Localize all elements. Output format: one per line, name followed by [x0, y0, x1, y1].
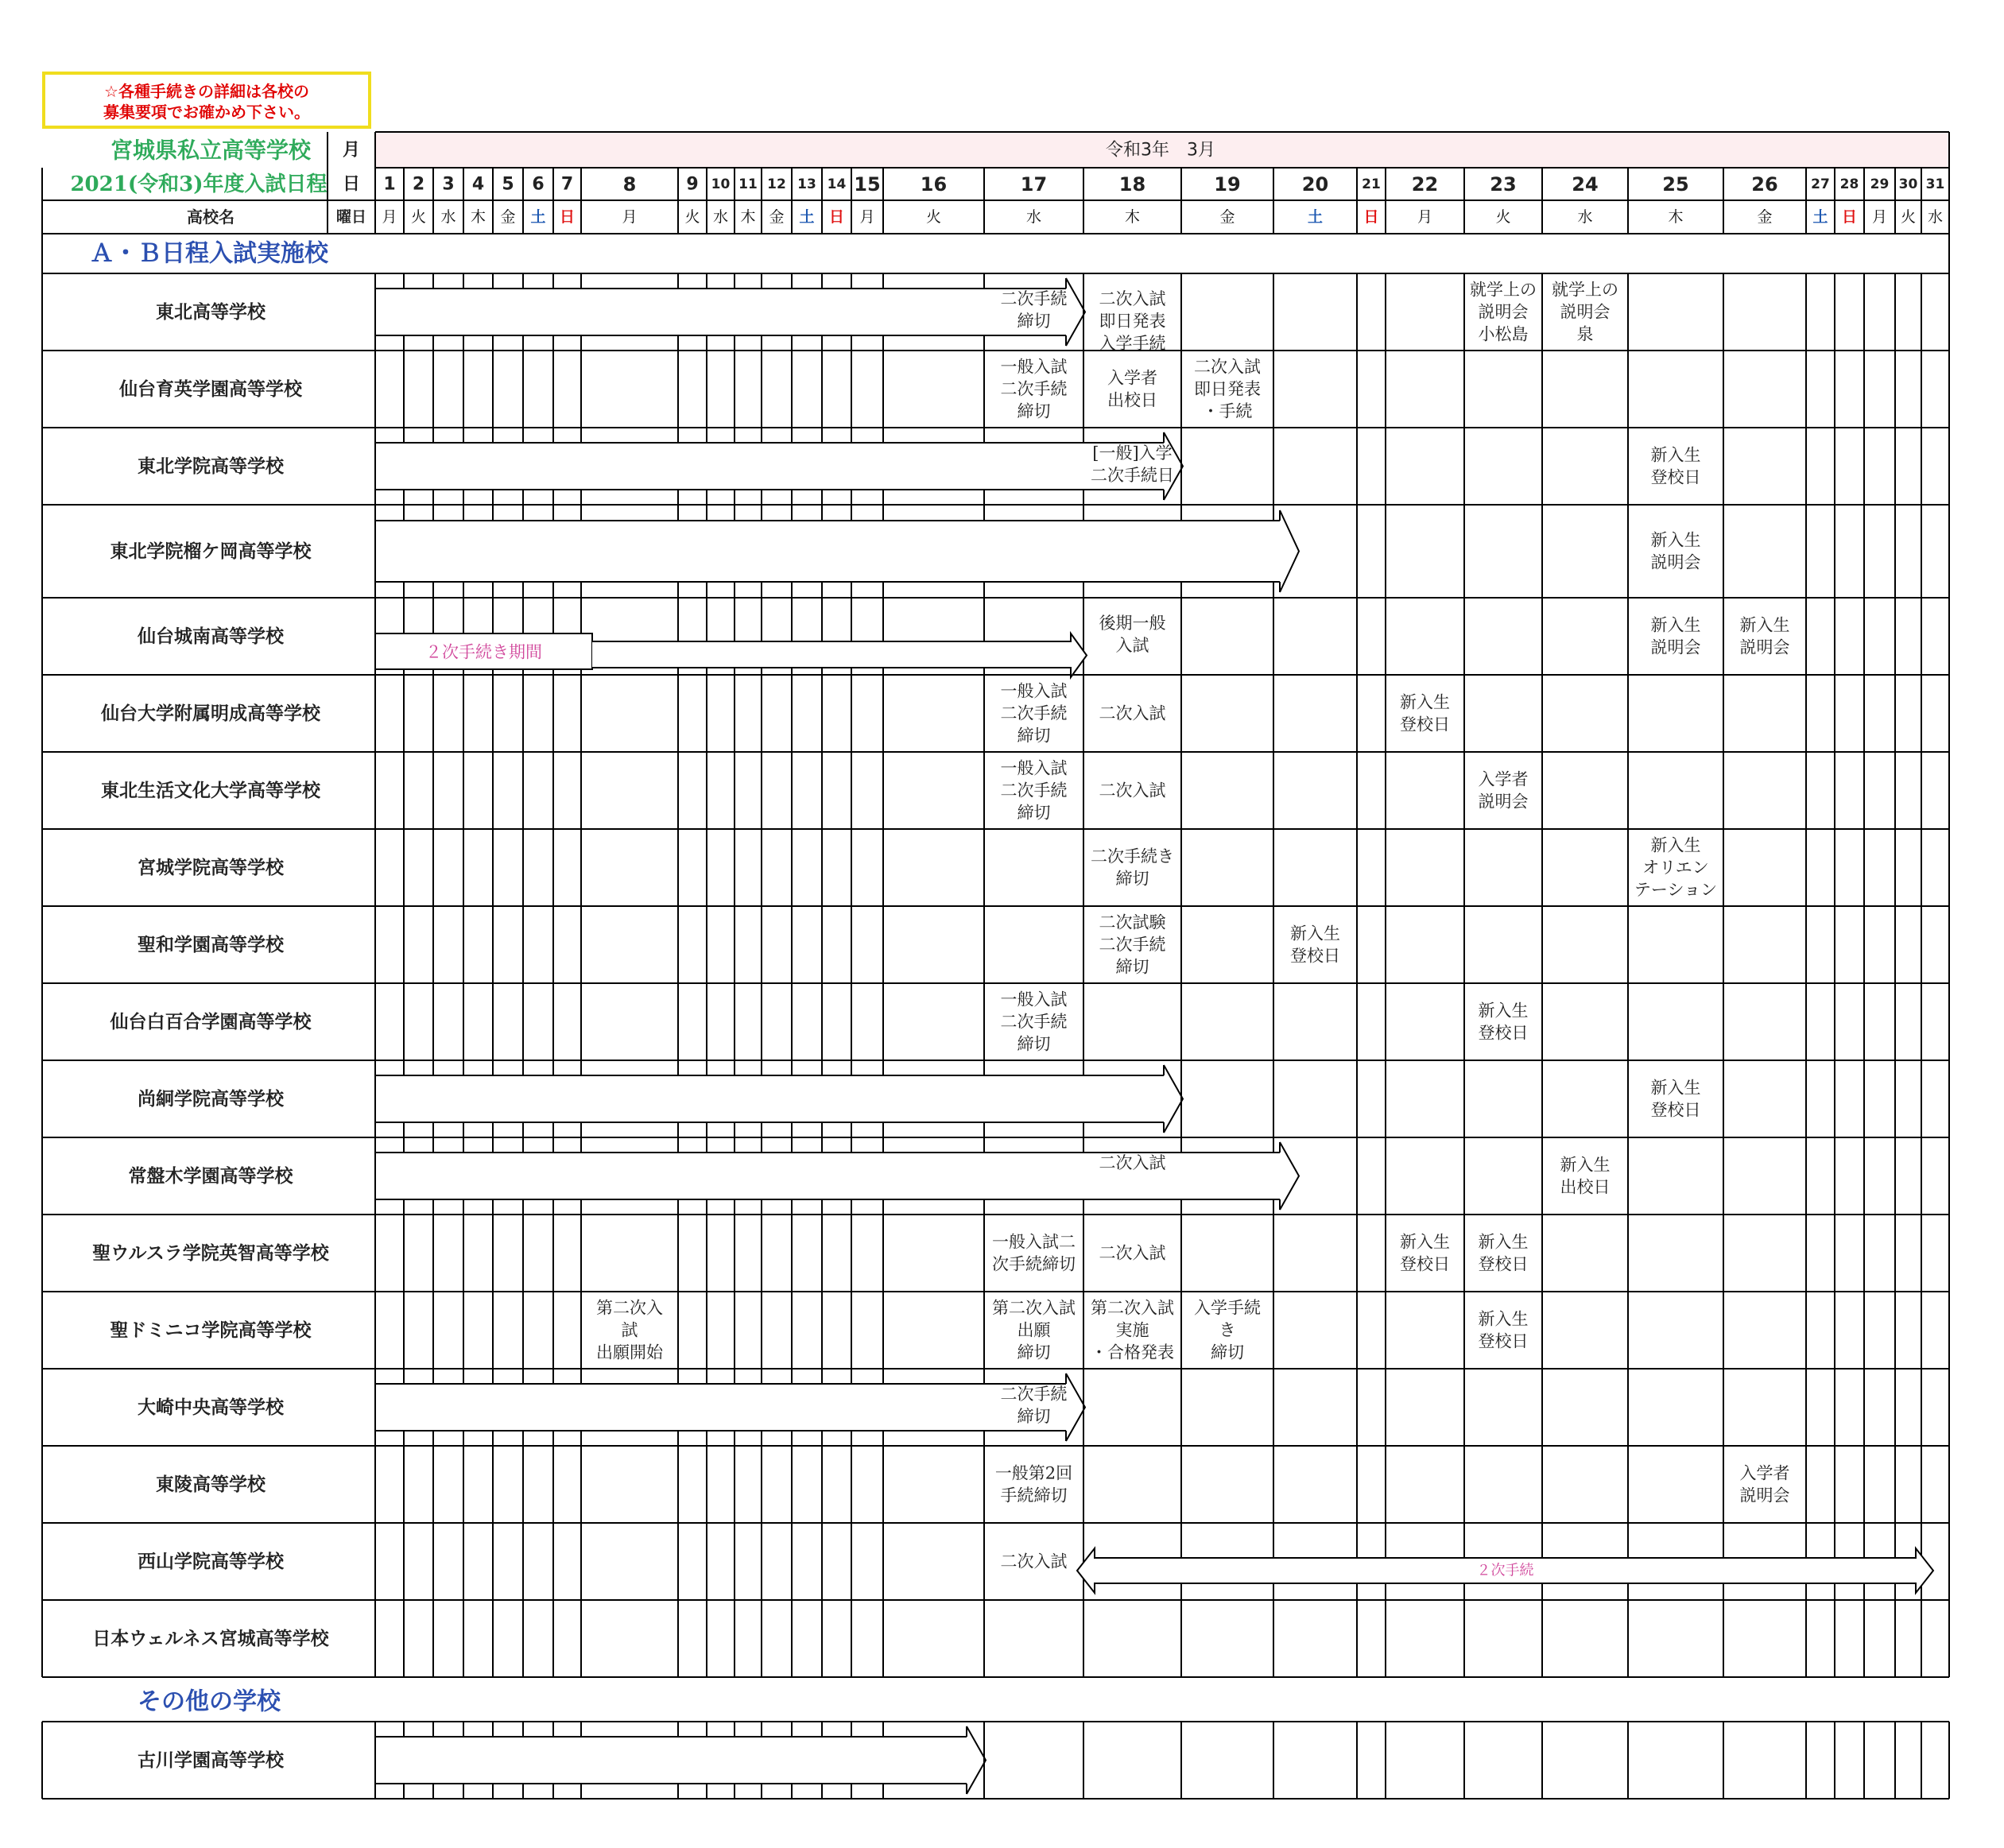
event-text: 就学上の	[1552, 280, 1618, 300]
day-number: 29	[1870, 176, 1890, 192]
day-number: 20	[1301, 173, 1329, 196]
day-number: 7	[560, 174, 574, 195]
day-number: 14	[827, 176, 847, 192]
weekday-name: 金	[1757, 208, 1773, 226]
day-number: 21	[1362, 176, 1381, 192]
weekday-name: 土	[1812, 208, 1828, 226]
weekday-name: 水	[1927, 208, 1944, 226]
event-text: 登校日	[1650, 467, 1701, 487]
day-number: 13	[797, 176, 816, 192]
day-number: 23	[1490, 173, 1517, 196]
event-text: 締切	[1211, 1342, 1244, 1362]
day-label: 日	[342, 174, 361, 195]
day-number: 9	[686, 174, 699, 195]
event-text: 一般入試	[1000, 681, 1068, 701]
event-text: 一般入試	[1000, 990, 1068, 1009]
event-text: 入学手続	[1099, 334, 1166, 353]
event-text: 新入生	[1739, 615, 1790, 635]
event-text: 新入生	[1560, 1155, 1611, 1175]
day-number: 18	[1118, 173, 1146, 196]
weekday-name: 土	[799, 208, 815, 226]
day-number: 5	[502, 174, 514, 195]
event-text: 入試	[1115, 636, 1149, 655]
school-name: 東北生活文化大学高等学校	[101, 780, 320, 801]
event-text: 説明会	[1650, 552, 1701, 572]
event-text: 新入生	[1650, 530, 1701, 550]
event-text: 説明会	[1650, 637, 1701, 657]
weekday-name: 月	[1871, 208, 1888, 226]
day-number: 27	[1811, 176, 1830, 192]
weekday-name: 水	[712, 208, 729, 226]
weekday-name: 火	[1900, 208, 1917, 226]
event-text: 新入生	[1650, 615, 1701, 635]
weekday-name: 木	[470, 208, 486, 226]
day-number: 24	[1572, 173, 1599, 196]
period-arrow-head	[1066, 278, 1085, 346]
event-text: 即日発表	[1194, 379, 1261, 399]
weekday-name: 金	[500, 208, 516, 226]
period-arrow-head	[967, 1726, 986, 1794]
event-text: 二次手続	[1000, 1385, 1068, 1404]
event-text: 登校日	[1290, 946, 1340, 966]
period-arrow-fill	[376, 1738, 966, 1783]
event-text: 二次手続	[1000, 703, 1068, 723]
event-text: 締切	[1017, 312, 1051, 331]
day-number: 10	[711, 176, 731, 192]
school-name: 東北学院高等学校	[138, 455, 284, 477]
period-arrow-fill	[376, 444, 1163, 489]
event-text: 出校日	[1560, 1177, 1611, 1197]
event-text: 二次入試	[1099, 703, 1166, 723]
event-text: 締切	[1017, 1034, 1051, 1054]
event-text: 第二次入	[596, 1298, 663, 1318]
event-text: 二次入試	[1099, 781, 1166, 800]
day-number: 25	[1662, 173, 1689, 196]
period-label: ２次手続	[1476, 1562, 1534, 1579]
event-text: 次手続締切	[992, 1254, 1076, 1274]
school-name: 尚絅学院高等学校	[138, 1088, 284, 1110]
day-number: 30	[1898, 176, 1918, 192]
event-text: 入学者	[1739, 1463, 1790, 1483]
school-name: 常盤木学園高等学校	[128, 1165, 293, 1187]
event-text: 一般第2回	[994, 1463, 1073, 1483]
event-text: 説明会	[1560, 302, 1611, 322]
event-text: 新入生	[1650, 445, 1701, 465]
school-name: 日本ウェルネス宮城高等学校	[92, 1628, 329, 1649]
weekday-name: 火	[925, 208, 942, 226]
period-arrow-fill	[376, 1076, 1163, 1122]
school-name: 東北高等学校	[156, 301, 266, 323]
section-title: Ａ・Ｂ日程入試実施校	[90, 239, 328, 268]
event-text: 新入生	[1478, 1232, 1529, 1252]
day-number: 8	[622, 173, 637, 196]
event-text: 新入生	[1400, 1232, 1450, 1252]
title-line-1: 宮城県私立高等学校	[110, 137, 312, 164]
month-value: 令和3年 3月	[1106, 140, 1215, 161]
weekday-name: 火	[684, 208, 700, 226]
period-arrow-head	[1280, 510, 1299, 592]
event-text: 二次入試	[1099, 1243, 1166, 1263]
weekday-name: 水	[1577, 208, 1593, 226]
event-text: 入学者	[1478, 769, 1529, 789]
event-text: 締切	[1017, 726, 1051, 746]
event-text: 新入生	[1400, 692, 1450, 712]
event-text: 二次手続	[1099, 935, 1166, 955]
weekday-name: 木	[1668, 208, 1684, 226]
day-number: 12	[767, 176, 786, 192]
event-text: 一般入試	[1000, 357, 1068, 377]
month-label: 月	[342, 140, 361, 161]
event-text: 二次入試	[1099, 289, 1166, 308]
period-arrow-head	[1164, 1065, 1183, 1133]
event-text: 登校日	[1650, 1100, 1701, 1120]
event-text: 説明会	[1739, 637, 1790, 657]
event-text: 二次入試	[1194, 357, 1261, 377]
event-text: 新入生	[1478, 1001, 1529, 1021]
event-text: 二次入試	[1099, 1153, 1166, 1172]
weekday-name: 金	[1219, 208, 1235, 226]
school-name: 仙台育英学園高等学校	[119, 378, 302, 400]
event-text: 入学手続	[1194, 1298, 1261, 1318]
event-text: 出願	[1017, 1320, 1051, 1340]
weekday-name: 月	[1417, 208, 1433, 226]
day-number: 19	[1214, 173, 1241, 196]
section-title: その他の学校	[138, 1687, 281, 1716]
weekday-label: 曜日	[335, 208, 367, 226]
school-column-header: 高校名	[187, 207, 235, 227]
event-text: き	[1219, 1320, 1236, 1340]
day-number: 3	[442, 174, 455, 195]
day-number: 17	[1020, 173, 1048, 196]
event-text: 出願開始	[596, 1342, 663, 1362]
event-text: 二次手続日	[1091, 466, 1174, 485]
day-number: 22	[1411, 173, 1439, 196]
event-text: 二次手続き	[1091, 847, 1174, 866]
event-text: 二次手続	[1000, 289, 1068, 308]
weekday-name: 木	[740, 208, 756, 226]
day-number: 1	[383, 174, 396, 195]
event-text: 就学上の	[1470, 280, 1537, 300]
event-text: 登校日	[1478, 1254, 1529, 1274]
event-text: 新入生	[1650, 835, 1701, 855]
event-text: 締切	[1017, 803, 1051, 823]
event-text: 新入生	[1650, 1078, 1701, 1098]
day-number: 28	[1839, 176, 1859, 192]
day-number: 16	[920, 173, 948, 196]
event-text: 新入生	[1478, 1309, 1529, 1329]
event-text: 二次試験	[1099, 912, 1166, 932]
event-text: 説明会	[1478, 302, 1529, 322]
event-text: 締切	[1115, 869, 1149, 889]
period-arrow-fill	[376, 1385, 1065, 1430]
title-line-2: 2021(令和3)年度入試日程	[70, 172, 328, 196]
event-text: 二次手続	[1000, 781, 1068, 800]
event-text: 締切	[1017, 1407, 1051, 1426]
school-name: 聖和学園高等学校	[138, 934, 284, 955]
event-text: 締切	[1017, 1342, 1051, 1362]
weekday-name: 月	[382, 208, 397, 226]
event-text: 説明会	[1478, 792, 1529, 812]
event-text: 試	[621, 1320, 638, 1340]
period-arrow-fill	[376, 289, 1065, 335]
weekday-name: 月	[859, 208, 875, 226]
event-text: 後期一般	[1099, 614, 1166, 633]
weekday-name: 木	[1124, 208, 1141, 226]
event-text: 二次入試	[1000, 1552, 1068, 1571]
school-name: 大崎中央高等学校	[138, 1397, 284, 1418]
school-name: 聖ドミニコ学院高等学校	[110, 1319, 312, 1341]
event-text: [一般]入学	[1092, 444, 1173, 463]
weekday-name: 金	[769, 208, 785, 226]
day-number: 26	[1751, 173, 1778, 196]
school-name: 聖ウルスラ学院英智高等学校	[92, 1242, 329, 1264]
event-text: 即日発表	[1099, 312, 1166, 331]
day-number: 6	[532, 174, 545, 195]
day-number: 15	[854, 173, 881, 196]
event-text: 手続締切	[1000, 1486, 1068, 1505]
event-text: 一般入試	[1000, 758, 1068, 778]
event-text: 二次手続	[1000, 1012, 1068, 1032]
school-name: 仙台城南高等学校	[138, 626, 284, 647]
event-text: 第二次入試	[1091, 1298, 1174, 1318]
day-number: 11	[738, 176, 758, 192]
event-text: 新入生	[1290, 924, 1340, 943]
notice-line-1: ☆各種手続きの詳細は各校の	[104, 82, 309, 101]
school-name: 宮城学院高等学校	[138, 857, 284, 878]
event-text: 小松島	[1478, 324, 1529, 344]
event-text: 説明会	[1739, 1486, 1790, 1505]
event-text: 第二次入試	[992, 1298, 1076, 1318]
event-text: ・手続	[1202, 401, 1253, 421]
event-text: 締切	[1115, 957, 1149, 977]
weekday-name: 水	[1025, 208, 1042, 226]
event-text: 一般入試二	[992, 1232, 1076, 1252]
weekday-name: 日	[1841, 208, 1858, 226]
period-label: ２次手続き期間	[425, 642, 542, 662]
day-number: 31	[1925, 176, 1945, 192]
weekday-name: 土	[1307, 208, 1324, 226]
event-text: 登校日	[1478, 1331, 1529, 1351]
school-name: 東北学院榴ケ岡高等学校	[110, 540, 312, 562]
notice-line-2: 募集要項でお確かめ下さい。	[103, 103, 310, 122]
period-arrow-head	[1280, 1142, 1299, 1210]
event-text: 二次手続	[1000, 379, 1068, 399]
period-arrow-head	[1066, 1373, 1085, 1441]
school-name: 西山学院高等学校	[138, 1551, 284, 1572]
event-text: テーション	[1634, 880, 1718, 900]
event-text: ・合格発表	[1091, 1342, 1174, 1362]
weekday-name: 火	[410, 208, 427, 226]
weekday-name: 日	[559, 208, 576, 226]
weekday-name: 日	[828, 208, 845, 226]
weekday-name: 土	[530, 208, 546, 226]
school-name: 仙台白百合学園高等学校	[110, 1011, 312, 1032]
event-text: 入学者	[1107, 368, 1157, 388]
day-number: 4	[471, 174, 485, 195]
period-arrow	[592, 633, 1087, 677]
event-text: 泉	[1576, 324, 1594, 344]
school-name: 東陵高等学校	[156, 1474, 266, 1495]
event-text: 登校日	[1400, 1254, 1450, 1274]
event-text: 登校日	[1400, 715, 1450, 734]
event-text: 締切	[1017, 401, 1051, 421]
school-name: 古川学園高等学校	[138, 1749, 284, 1771]
event-text: 登校日	[1478, 1023, 1529, 1043]
day-number: 2	[412, 174, 425, 195]
event-text: 出校日	[1107, 390, 1157, 410]
period-arrow-fill	[376, 521, 1279, 581]
school-name: 仙台大学附属明成高等学校	[101, 703, 320, 724]
weekday-name: 月	[622, 208, 638, 226]
weekday-name: 水	[440, 208, 456, 226]
weekday-name: 日	[1363, 208, 1379, 226]
event-text: オリエン	[1642, 858, 1709, 878]
weekday-name: 火	[1495, 208, 1511, 226]
event-text: 実施	[1115, 1320, 1149, 1340]
